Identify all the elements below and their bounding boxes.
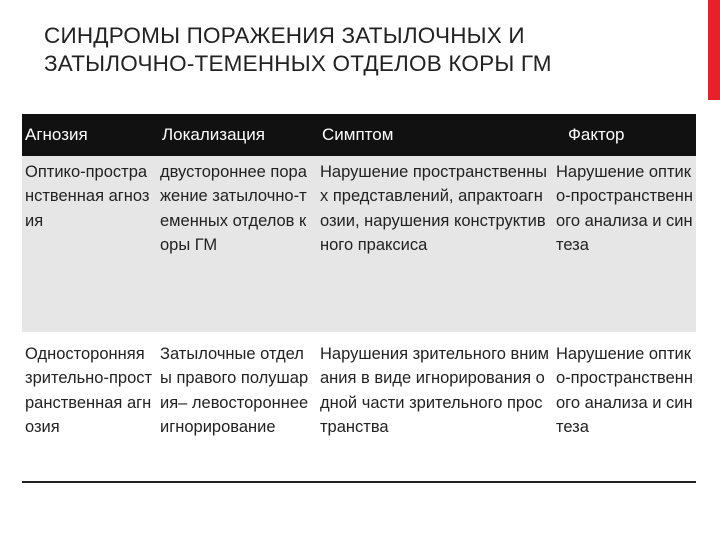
cell-localization: Затылочные отделы правого полушария– левостороннее игнорирование: [160, 345, 309, 437]
cell-factor: Нарушение оптико-пространственного анализа и синтеза: [556, 163, 694, 255]
header-agnosia: Агнозия: [25, 125, 88, 144]
table-row: [22, 332, 696, 482]
cell-agnosia: Односторонняя зрительно-пространственная агнозия: [25, 345, 153, 437]
table-row: [22, 156, 696, 332]
cell-symptom: Нарушение пространственных представлений, апрактоагнозии, нарушения конструктивного праксиса: [320, 163, 548, 255]
cell-localization: двустороннее поражение затылочно-теменных отделов коры ГМ: [160, 163, 307, 255]
slide-title: [44, 22, 684, 78]
header-symptom: Симптом: [322, 125, 394, 144]
slide-title-line-2: ЗАТЫЛОЧНО-ТЕМЕННЫХ ОТДЕЛОВ КОРЫ ГМ: [44, 51, 552, 76]
accent-bar: [708, 0, 720, 100]
slide-title-line-1: СИНДРОМЫ ПОРАЖЕНИЯ ЗАТЫЛОЧНЫХ И: [44, 23, 525, 48]
cell-factor: Нарушение оптико-пространственного анализа и синтеза: [556, 345, 694, 437]
cell-agnosia: Оптико-пространственная агнозия: [25, 163, 150, 230]
cell-symptom: Нарушения зрительного внимания в виде игнорирования одной части зрительного пространства: [320, 345, 549, 437]
table-header-row: [22, 114, 696, 156]
header-localization: Локализация: [162, 125, 265, 144]
table-bottom-rule: [22, 481, 696, 483]
syndromes-table: [22, 114, 696, 482]
header-factor: Фактор: [568, 125, 625, 144]
